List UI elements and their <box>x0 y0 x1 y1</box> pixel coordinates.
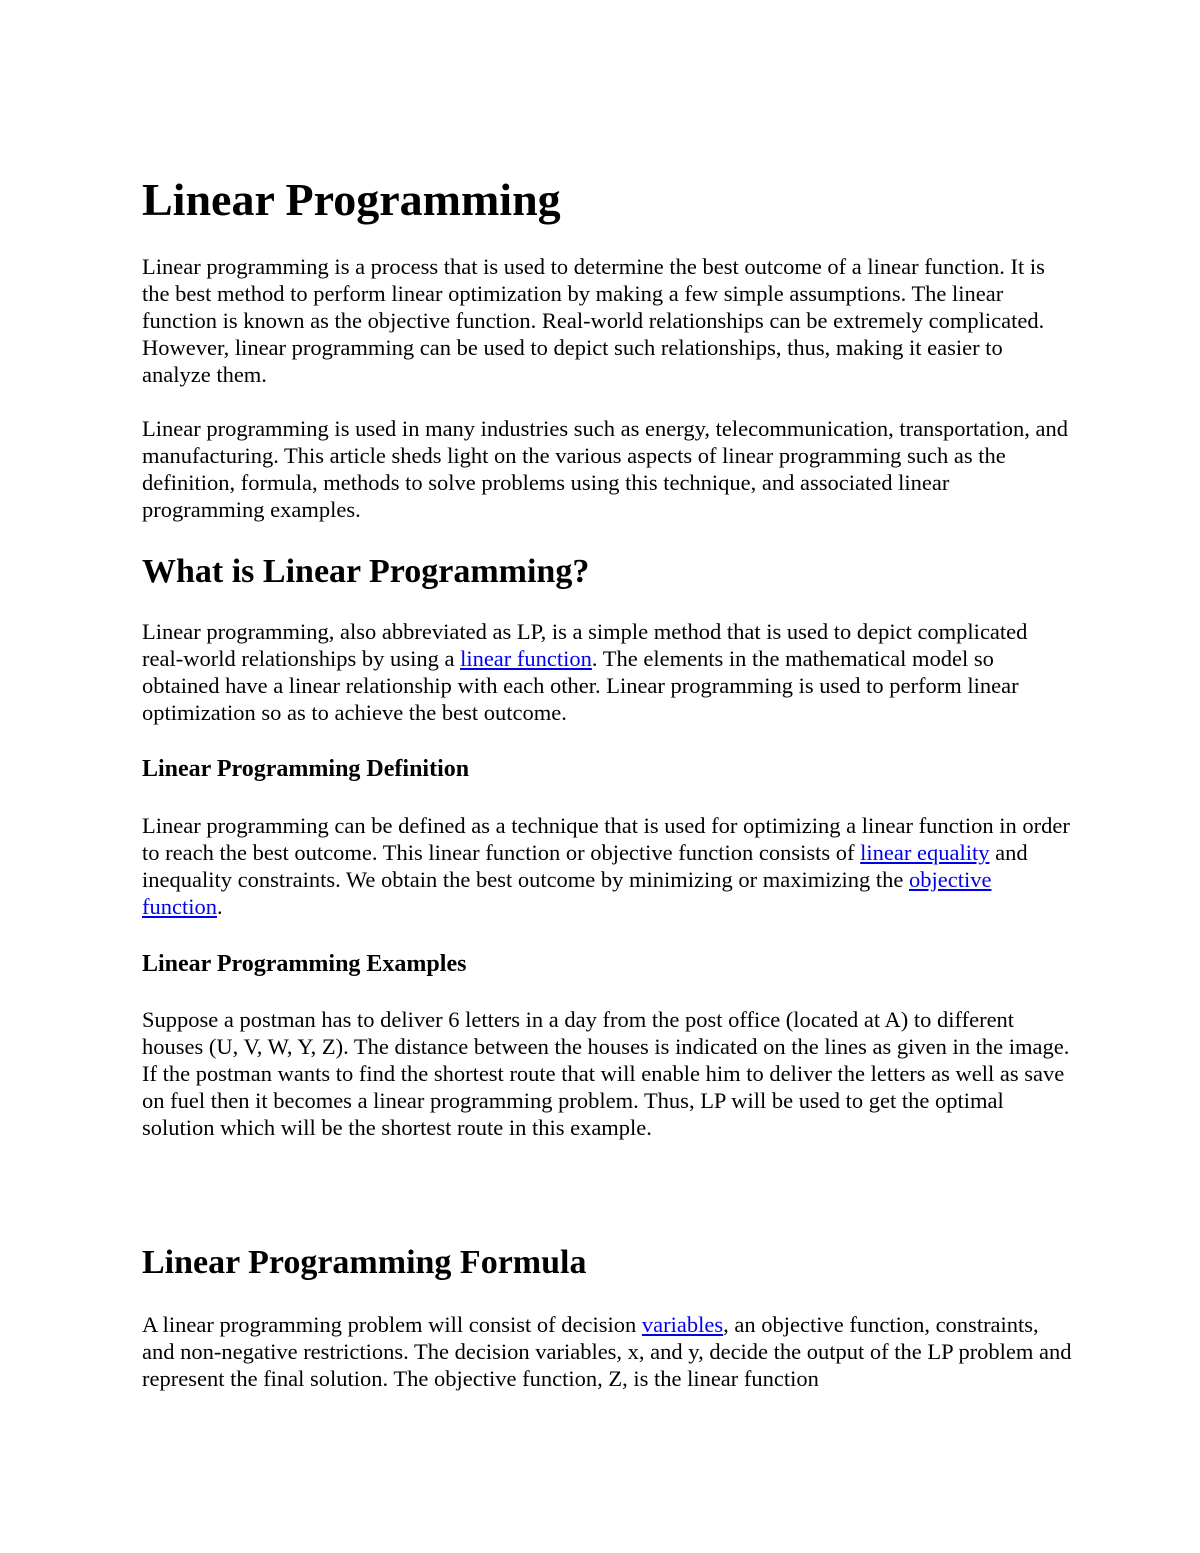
linear-function-link[interactable]: linear function <box>460 646 592 671</box>
formula-paragraph: A linear programming problem will consist of decision variables, an objective function, constraints, and non-negative restrictions. The decision variables, x, and y, decide the output of the LP problem and represent the final solution. The objective function, Z, is the linear function <box>142 1312 1072 1391</box>
page-title: Linear Programming <box>142 174 561 225</box>
linear-equality-link[interactable]: linear equality <box>860 840 990 865</box>
what-is-paragraph: Linear programming, also abbreviated as LP, is a simple method that is used to depict complicated real-world relationships by using a linear function. The elements in the mathematical model so obtained have a linear relationship with each other. Linear programming is used to perform linear optimization so as to achieve the best outcome. <box>142 619 1028 725</box>
what-is-heading: What is Linear Programming? <box>142 553 590 590</box>
intro-paragraph-1: Linear programming is a process that is used to determine the best outcome of a linear function. It is the best method to perform linear optimization by making a few simple assumptions. The linear function is known as the objective function. Real-world relationships can be extremely complicated. However, linear programming can be used to depict such relationships, thus, making it easier to analyze them. <box>142 254 1045 387</box>
definition-heading: Linear Programming Definition <box>142 756 470 782</box>
examples-paragraph: Suppose a postman has to deliver 6 letters in a day from the post office (located at A) to different houses (U, V, W, Y, Z). The distance between the houses is indicated on the lines as given in the image. If the postman wants to find the shortest route that will enable him to deliver the letters as well as save on fuel then it becomes a linear programming problem. Thus, LP will be used to get the optimal solution which will be the shortest route in this example. <box>142 1007 1070 1140</box>
intro-paragraph-2: Linear programming is used in many industries such as energy, telecommunication, transportation, and manufacturing. This article sheds light on the various aspects of linear programming such as the definition, formula, methods to solve problems using this technique, and associated linear programming examples. <box>142 416 1069 522</box>
variables-link[interactable]: variables <box>641 1312 724 1337</box>
examples-heading: Linear Programming Examples <box>142 951 467 977</box>
definition-paragraph: Linear programming can be defined as a technique that is used for optimizing a linear function in order to reach the best outcome. This linear function or objective function consists of linear equality and inequality constraints. We obtain the best outcome by minimizing or maximizing the objective function. <box>142 813 1070 919</box>
formula-heading: Linear Programming Formula <box>142 1244 587 1281</box>
objective-function-link[interactable]: objective function <box>142 867 992 919</box>
